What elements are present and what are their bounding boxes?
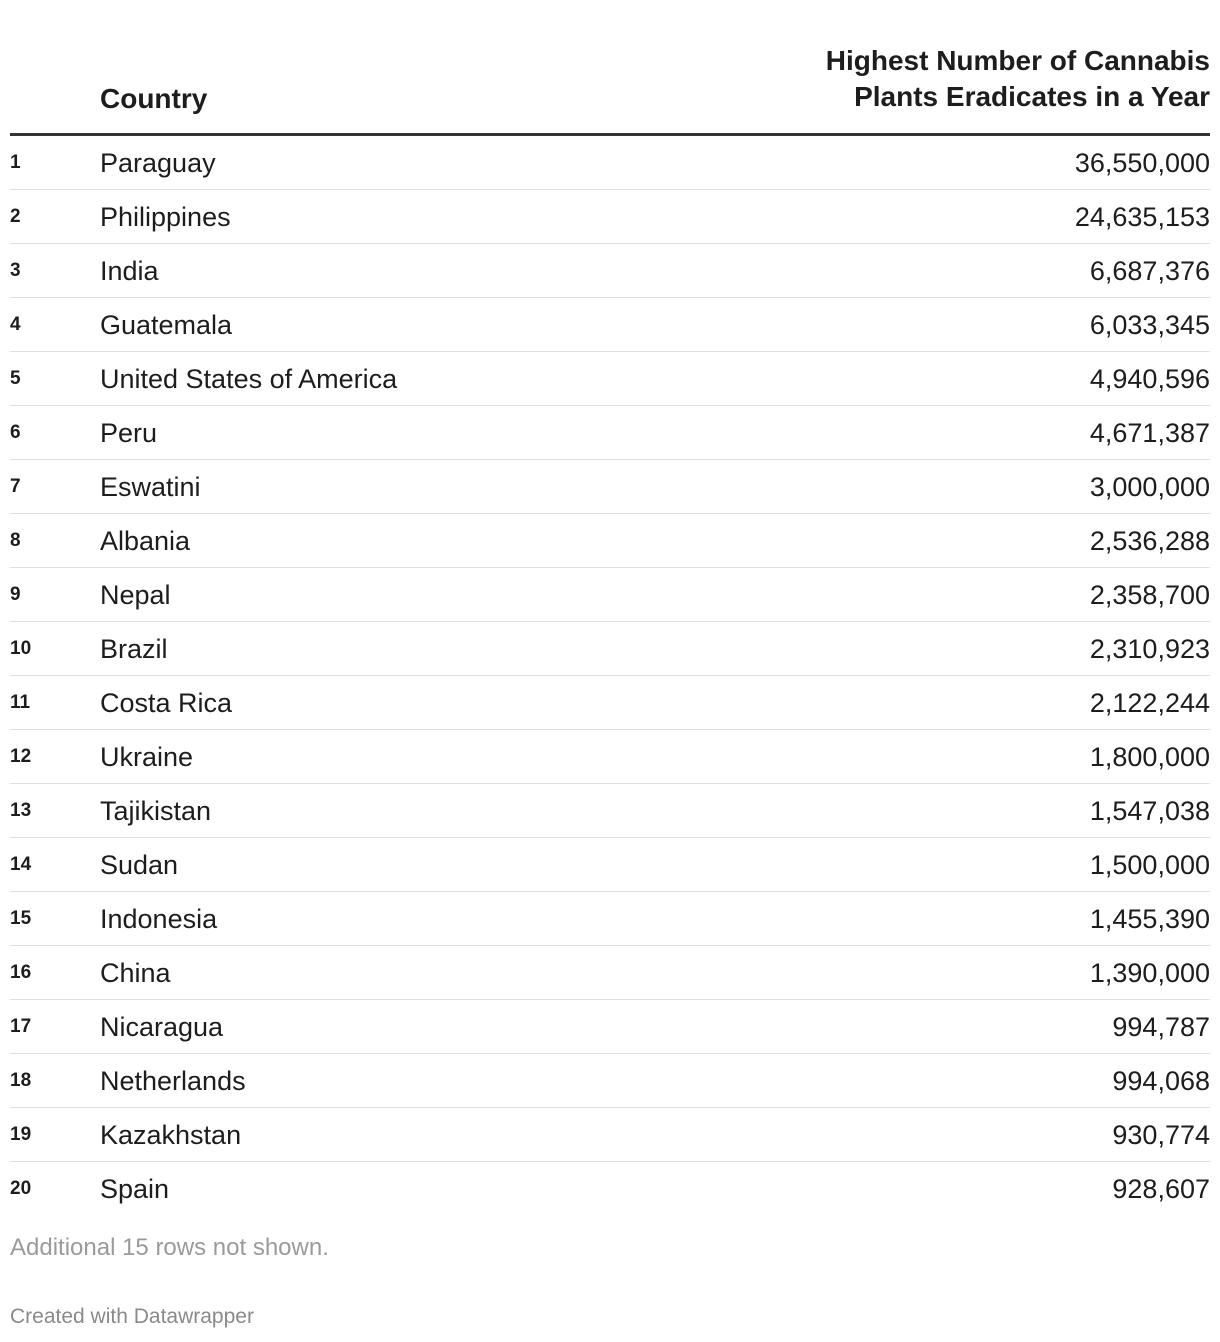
row-country: Guatemala [100, 310, 233, 340]
table-row [10, 298, 1210, 352]
table-row [10, 136, 1210, 190]
table-row [10, 190, 1210, 244]
row-country: Sudan [100, 850, 179, 880]
table-row [10, 676, 1210, 730]
row-country: Costa Rica [100, 688, 233, 718]
row-country: Brazil [100, 634, 168, 664]
row-rank: 14 [10, 854, 32, 875]
table-row [10, 1054, 1210, 1108]
table-row [10, 406, 1210, 460]
table-row [10, 514, 1210, 568]
row-value: 1,455,390 [1089, 904, 1210, 934]
table-row [10, 946, 1210, 1000]
table-row [10, 838, 1210, 892]
row-value: 1,390,000 [1089, 958, 1210, 988]
table-row [10, 244, 1210, 298]
row-country: United States of America [100, 364, 398, 394]
table-row [10, 1162, 1210, 1216]
row-value: 6,687,376 [1089, 256, 1210, 286]
row-rank: 18 [10, 1070, 32, 1091]
row-country: Kazakhstan [100, 1120, 242, 1150]
row-rank: 7 [10, 476, 21, 497]
table-row [10, 622, 1210, 676]
table-header [10, 0, 1210, 136]
row-rank: 20 [10, 1178, 32, 1199]
row-rank: 16 [10, 962, 32, 983]
row-rank: 15 [10, 908, 32, 929]
row-rank: 9 [10, 584, 21, 605]
row-value: 4,671,387 [1089, 418, 1210, 448]
row-value: 24,635,153 [1074, 202, 1210, 232]
row-rank: 3 [10, 260, 21, 281]
row-rank: 2 [10, 206, 21, 227]
data-table [10, 0, 1210, 1216]
row-rank: 6 [10, 422, 21, 443]
row-value: 994,068 [1112, 1066, 1210, 1096]
row-country: Tajikistan [100, 796, 212, 826]
row-country: Peru [100, 418, 158, 448]
row-country: Indonesia [100, 904, 218, 934]
column-header-country[interactable]: Country [100, 83, 208, 114]
row-value: 928,607 [1112, 1174, 1210, 1204]
row-value: 3,000,000 [1089, 472, 1210, 502]
table-row [10, 1000, 1210, 1054]
row-country: Paraguay [100, 148, 216, 178]
row-country: Ukraine [100, 742, 194, 772]
row-value: 2,358,700 [1089, 580, 1210, 610]
column-header-value-line-1: Highest Number of Cannabis [825, 45, 1210, 76]
datawrapper-credit[interactable]: Created with Datawrapper [10, 1305, 254, 1328]
column-header-value-line-2: Plants Eradicates in a Year [854, 81, 1210, 112]
row-country: China [100, 958, 171, 988]
row-country: Eswatini [100, 472, 201, 502]
row-value: 930,774 [1112, 1120, 1210, 1150]
table-row [10, 784, 1210, 838]
row-value: 4,940,596 [1089, 364, 1210, 394]
table-row [10, 460, 1210, 514]
rows-not-shown-note: Additional 15 rows not shown. [10, 1234, 329, 1261]
row-country: Nepal [100, 580, 171, 610]
row-value: 1,547,038 [1089, 796, 1210, 826]
row-country: Philippines [100, 202, 231, 232]
row-value: 2,122,244 [1089, 688, 1210, 718]
row-rank: 10 [10, 638, 32, 659]
row-country: Spain [100, 1174, 170, 1204]
row-rank: 12 [10, 746, 32, 767]
row-value: 2,310,923 [1089, 634, 1210, 664]
row-value: 6,033,345 [1089, 310, 1210, 340]
row-value: 994,787 [1112, 1012, 1210, 1042]
row-country: Nicaragua [100, 1012, 224, 1042]
row-country: Netherlands [100, 1066, 246, 1096]
table-row [10, 892, 1210, 946]
row-rank: 13 [10, 800, 32, 821]
row-rank: 11 [10, 692, 31, 713]
row-value: 2,536,288 [1089, 526, 1210, 556]
table-row [10, 730, 1210, 784]
row-value: 1,500,000 [1089, 850, 1210, 880]
row-country: India [100, 256, 159, 286]
row-rank: 5 [10, 368, 21, 389]
row-value: 1,800,000 [1089, 742, 1210, 772]
table-row [10, 568, 1210, 622]
table-body [10, 136, 1210, 1216]
row-rank: 19 [10, 1124, 32, 1145]
row-rank: 4 [10, 314, 21, 335]
row-value: 36,550,000 [1074, 148, 1210, 178]
column-header-value[interactable] [650, 43, 1210, 115]
row-country: Albania [100, 526, 191, 556]
table-row [10, 352, 1210, 406]
row-rank: 1 [10, 152, 21, 173]
row-rank: 8 [10, 530, 21, 551]
row-rank: 17 [10, 1016, 32, 1037]
table-row [10, 1108, 1210, 1162]
